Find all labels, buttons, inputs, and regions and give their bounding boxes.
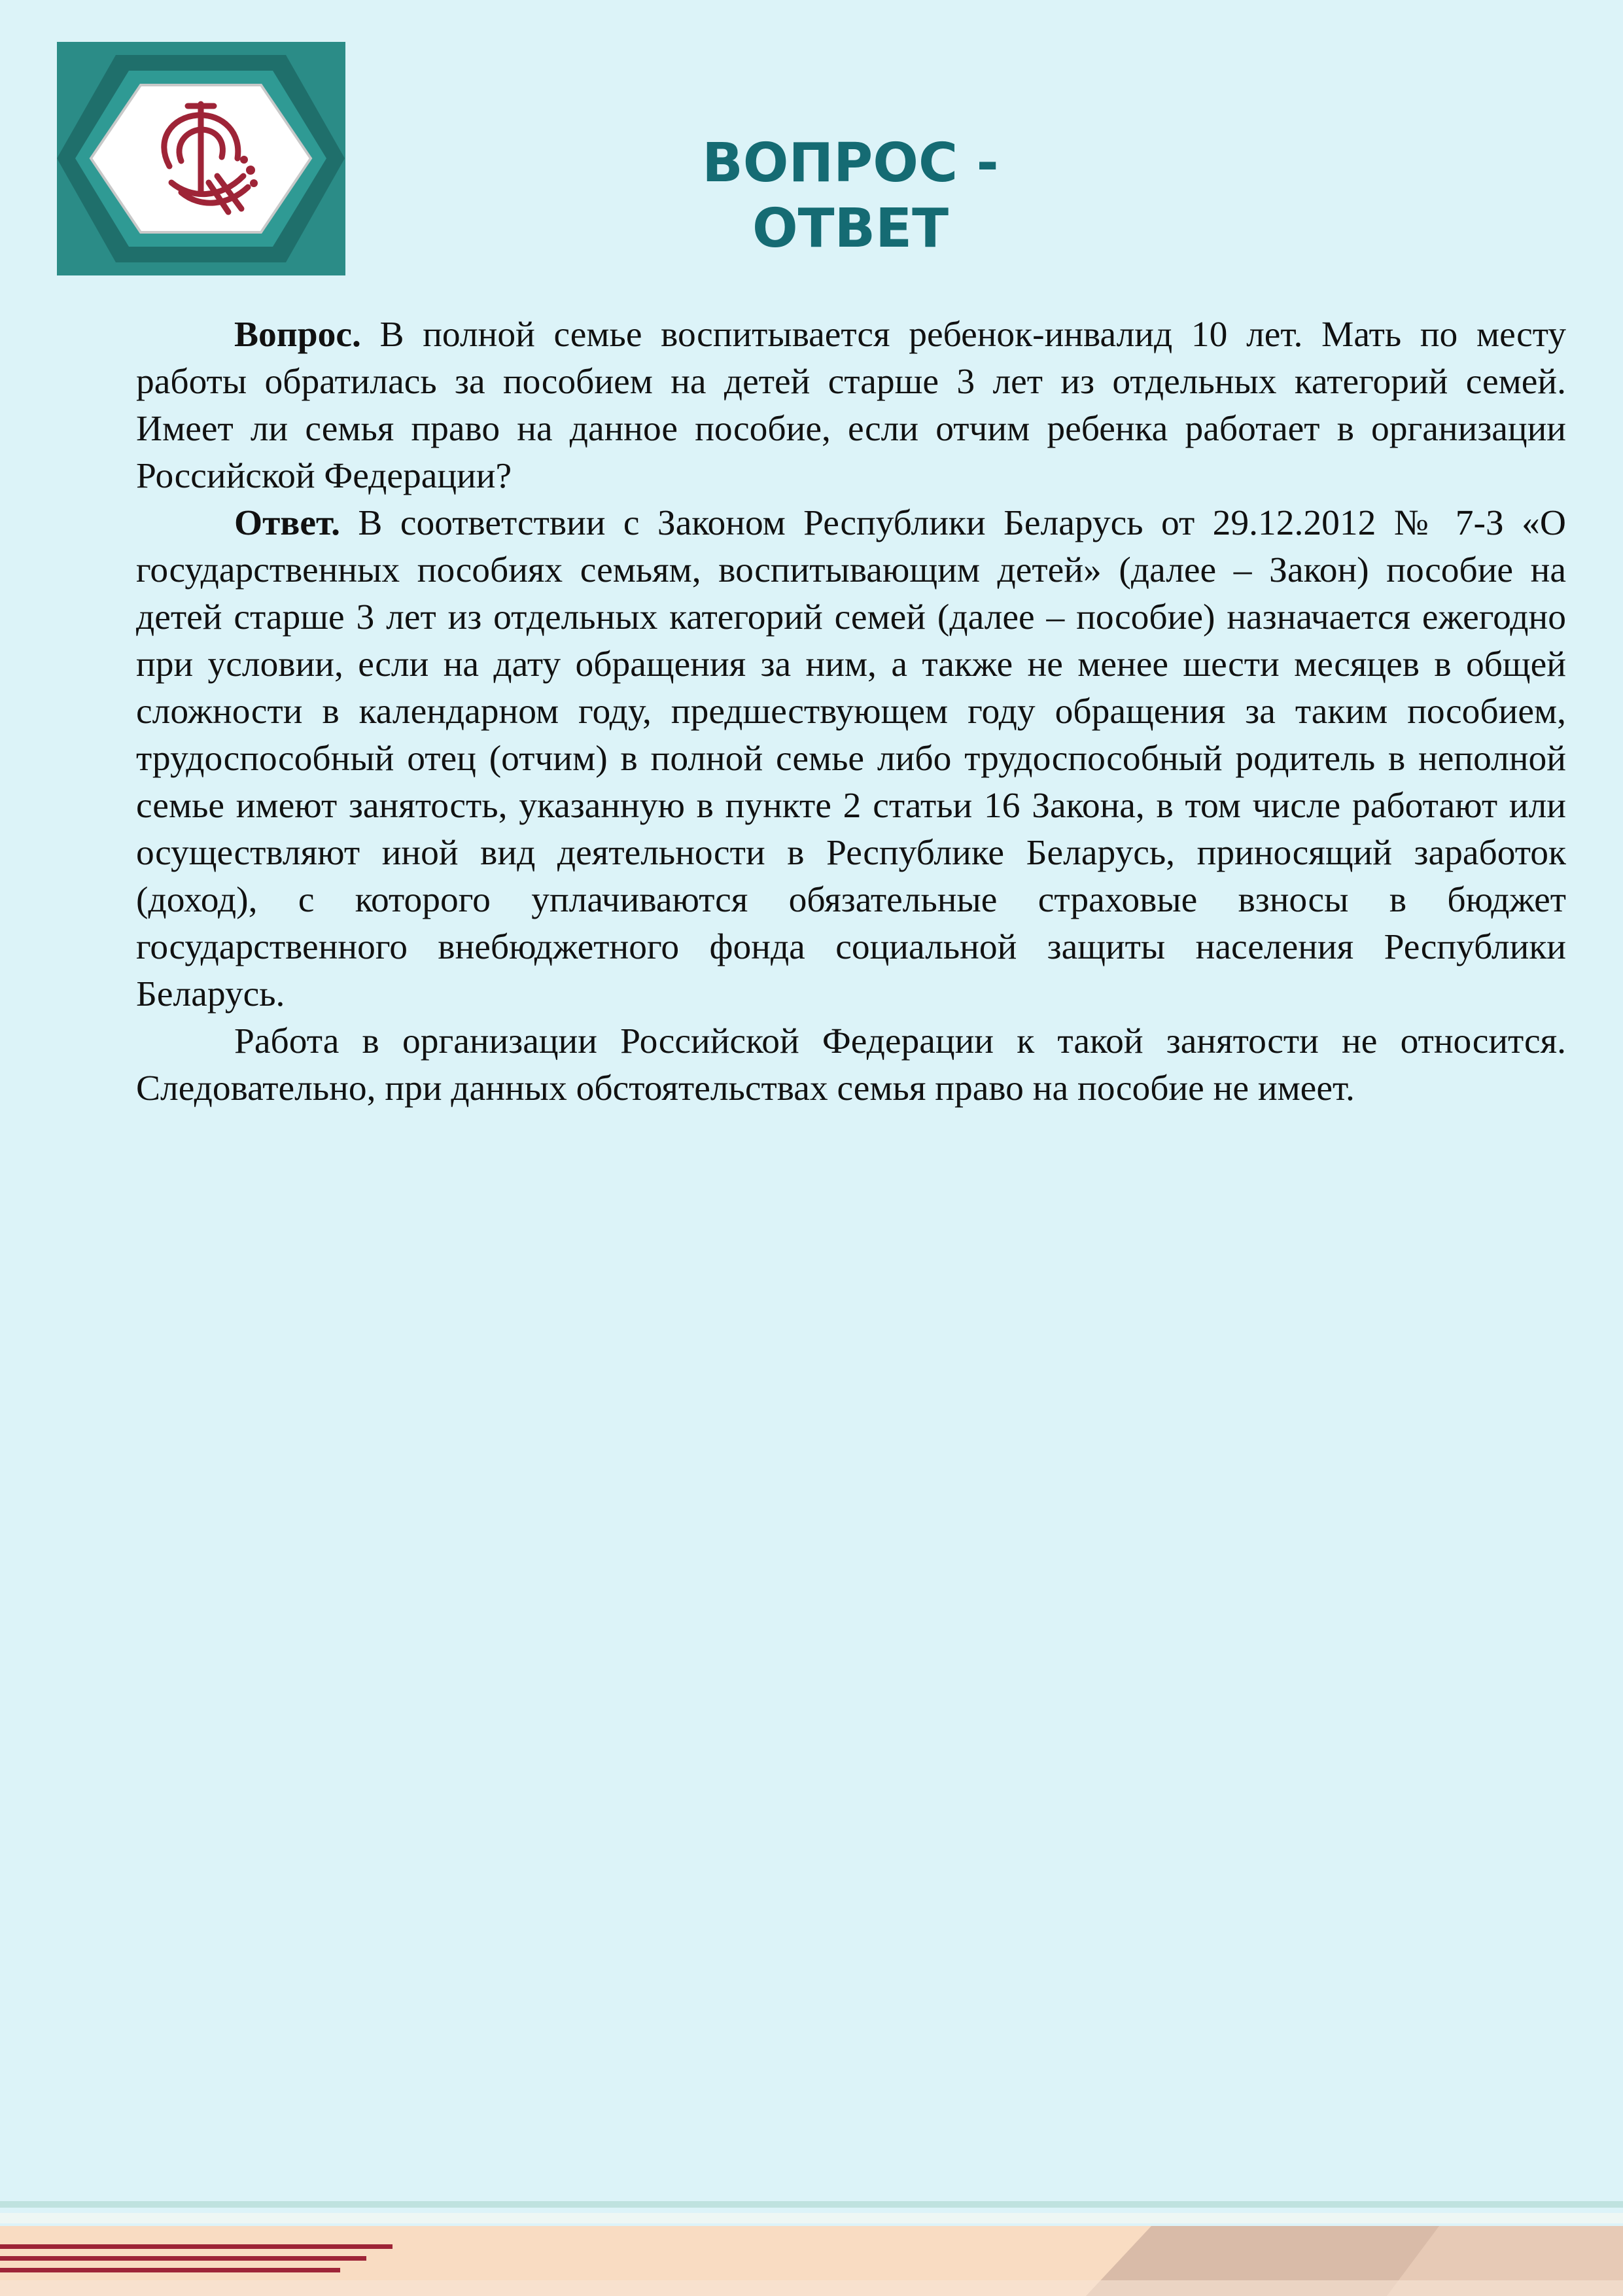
answer-label: Ответ. <box>234 503 341 543</box>
page-title: ВОПРОС - ОТВЕТ <box>702 132 999 260</box>
answer-text: В соответствии с Законом Республики Беларусь от 29.12.2012 № 7-З «О государственных пособиях семьям, воспитывающим детей» (далее – Закон) пособие на детей старше 3 лет из отдельных категорий семей (далее – пособие) назначается ежегодно при условии, если на дату обращения за ним, а также не менее шести месяцев в общей сложности в календарном году, предшествующем году обращения за таким пособием, трудоспособный отец (отчим) в полной семье либо трудоспособный родитель в неполной семье имеют занятость, указанную в пункте 2 статьи 16 Закона, в том числе работают или осуществляют иной вид деятельности в Республике Беларусь, приносящий заработок (доход), с которого уплачиваются обязательные страховые взносы в бюджет государственного внебюджетного фонда социальной защиты населения Республики Беларусь. <box>136 503 1566 1014</box>
qa-content <box>136 311 1566 1112</box>
answer-paragraph <box>136 500 1566 1018</box>
conclusion-paragraph: Работа в организации Российской Федерации к такой занятости не относится. Следовательно, при данных обстоятельствах семья право на пособие не имеет. <box>136 1021 1566 1108</box>
emblem-hexagon-icon <box>57 42 345 275</box>
question-text: В полной семье воспитывается ребенок-инвалид 10 лет. Мать по месту работы обратилась за пособием на детей старше 3 лет из отдельных категорий семей. Имеет ли семья право на данное пособие, если отчим ребенка работает в организации Российской Федерации? <box>136 315 1566 496</box>
question-label: Вопрос. <box>234 315 361 355</box>
footer-decoration <box>0 2192 1623 2296</box>
logo-emblem <box>57 42 345 275</box>
question-paragraph <box>136 311 1566 500</box>
